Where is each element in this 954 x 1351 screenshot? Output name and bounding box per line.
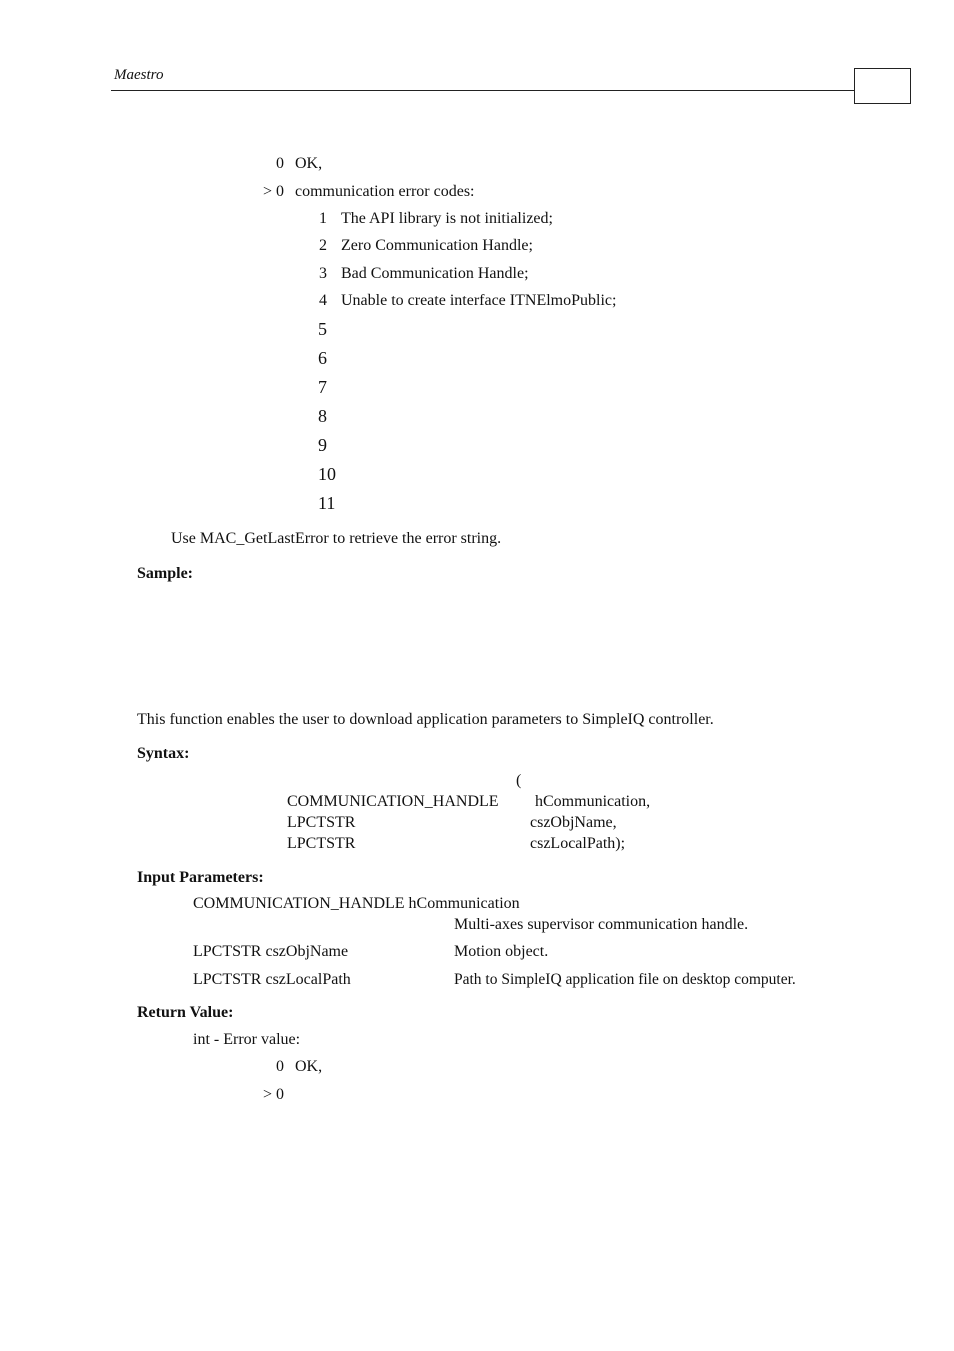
error-code-text: Bad Communication Handle; — [341, 265, 529, 282]
error-code-text: The API library is not initialized; — [341, 210, 553, 227]
error-code-number: 8 — [318, 406, 327, 426]
input-param-description: Multi-axes supervisor communication handle. — [454, 916, 749, 933]
syntax-param-name: cszLocalPath); — [530, 835, 626, 852]
return-code-error: > 0 — [262, 1086, 284, 1103]
error-code-number: 7 — [318, 377, 327, 397]
error-code-text: Unable to create interface ITNElmoPublic; — [341, 292, 617, 309]
syntax-param-type: LPCTSTR — [287, 814, 356, 831]
error-string-note: Use MAC_GetLastError to retrieve the error string. — [171, 530, 502, 547]
error-code-number: 11 — [318, 493, 336, 513]
input-param-name: COMMUNICATION_HANDLE hCommunication — [193, 895, 520, 912]
input-param-name: LPCTSTR cszLocalPath — [193, 971, 351, 988]
return-code-ok-text: OK, — [295, 1058, 323, 1075]
return-value-type: int - Error value: — [193, 1031, 301, 1048]
input-param-name: LPCTSTR cszObjName — [193, 943, 349, 960]
page-number-box — [854, 68, 911, 104]
return-code-ok-text: OK, — [295, 155, 323, 172]
syntax-param-name: hCommunication, — [535, 793, 651, 810]
syntax-param-type: LPCTSTR — [287, 835, 356, 852]
error-code-number: 1 — [319, 210, 327, 227]
running-header-title: Maestro — [114, 67, 164, 83]
error-code-number: 6 — [318, 348, 327, 368]
input-param-description: Motion object. — [454, 943, 549, 960]
header-rule — [111, 90, 855, 91]
return-code-ok: 0 — [276, 1058, 284, 1075]
error-code-number: 4 — [319, 292, 327, 309]
error-code-number: 9 — [318, 435, 327, 455]
syntax-param-type: COMMUNICATION_HANDLE — [287, 793, 499, 810]
error-code-number: 2 — [319, 237, 327, 254]
sample-heading: Sample: — [137, 565, 193, 582]
error-code-number: 5 — [318, 319, 327, 339]
syntax-param-name: cszObjName, — [530, 814, 617, 831]
syntax-open-paren: ( — [516, 772, 522, 789]
error-code-text: Zero Communication Handle; — [341, 237, 533, 254]
return-code-error-text: communication error codes: — [295, 183, 475, 200]
function-description: This function enables the user to download application parameters to SimpleIQ controller. — [137, 711, 714, 728]
return-value-heading: Return Value: — [137, 1004, 234, 1021]
input-parameters-heading: Input Parameters: — [137, 869, 264, 886]
syntax-heading: Syntax: — [137, 745, 190, 762]
input-param-description: Path to SimpleIQ application file on desktop computer. — [454, 971, 796, 988]
return-code-error: > 0 — [262, 183, 284, 200]
error-code-number: 10 — [318, 464, 336, 484]
return-code-ok: 0 — [276, 155, 284, 172]
error-code-number: 3 — [319, 265, 327, 282]
